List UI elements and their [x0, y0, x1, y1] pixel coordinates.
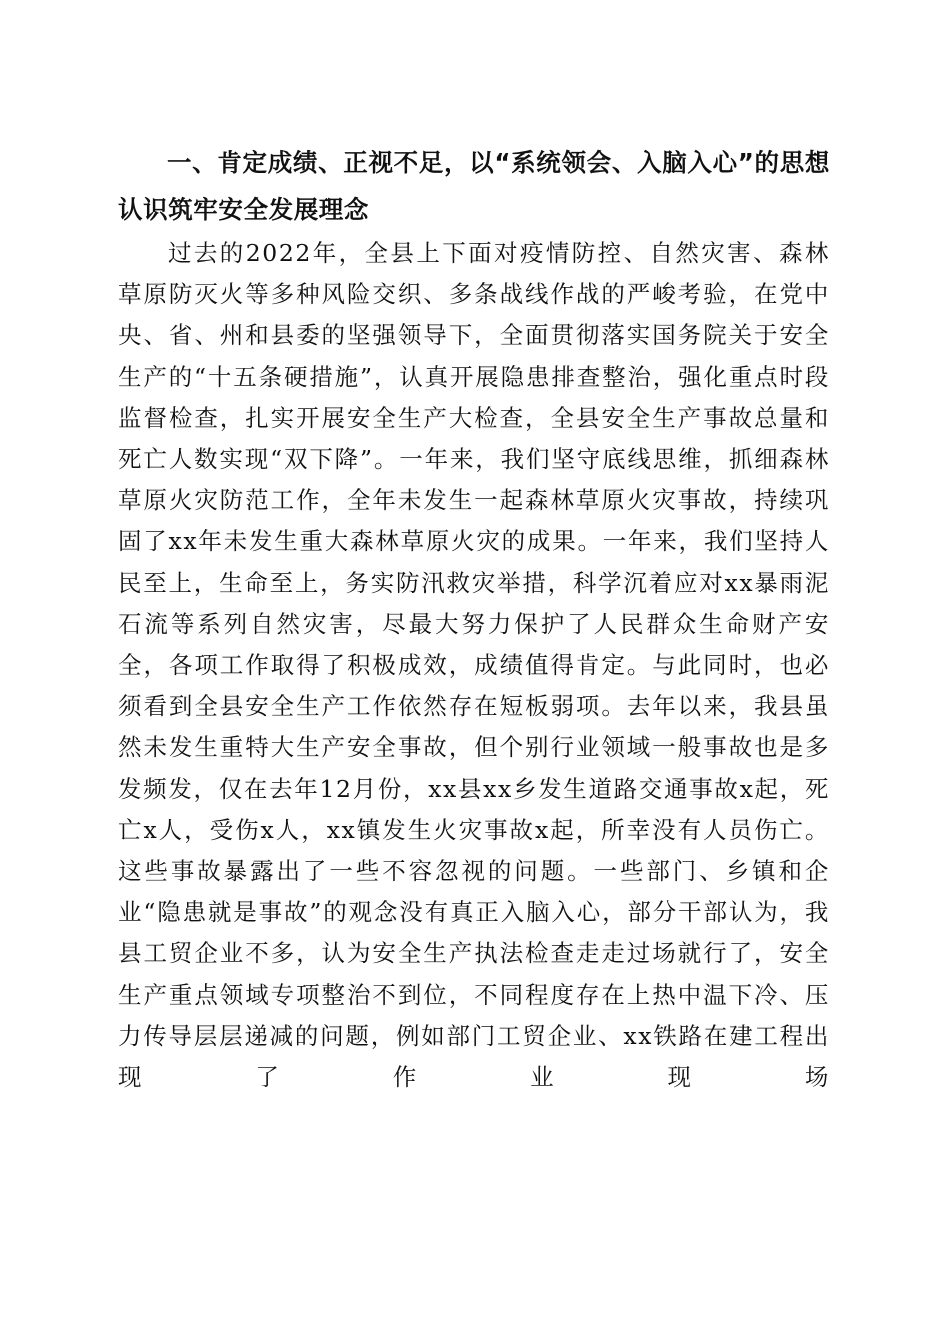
section-heading: 一、肯定成绩、正视不足，以“系统领会、入脑入心”的思想认识筑牢安全发展理念	[118, 148, 830, 224]
body-paragraph: 过去的2022年，全县上下面对疫情防控、自然灾害、森林草原防灭火等多种风险交织、多条战线作战的严峻考验，在党中央、省、州和县委的坚强领导下，全面贯彻落实国务院关于安全生产的“十五条硬措施”，认真开展隐患排查整治，强化重点时段监督检查，扎实开展安全生产大检查，全县安全生产事故总量和死亡人数实现“双下降”。一年来，我们坚守底线思维，抓细森林草原火灾防范工作，全年未发生一起森林草原火灾事故，持续巩固了xx年未发生重大森林草原火灾的成果。一年来，我们坚持人民至上，生命至上，务实防汛救灾举措，科学沉着应对xx暴雨泥石流等系列自然灾害，尽最大努力保护了人民群众生命财产安全，各项工作取得了积极成效，成绩值得肯定。与此同时，也必须看到全县安全生产工作依然存在短板弱项。去年以来，我县虽然未发生重特大生产安全事故，但个别行业领域一般事故也是多发频发，仅在去年12月份，xx县xx乡发生道路交通事故x起，死亡x人，受伤x人，xx镇发生火灾事故x起，所幸没有人员伤亡。这些事故暴露出了一些不容忽视的问题。一些部门、乡镇和企业“隐患就是事故”的观念没有真正入脑入心，部分干部认为，我县工贸企业不多，认为安全生产执法检查走走过场就行了，安全生产重点领域专项整治不到位，不同程度存在上热中温下冷、压力传导层层递减的问题，例如部门工贸企业、xx铁路在建工程出现了作业现场	[118, 239, 830, 1092]
document-body	[118, 139, 830, 1098]
